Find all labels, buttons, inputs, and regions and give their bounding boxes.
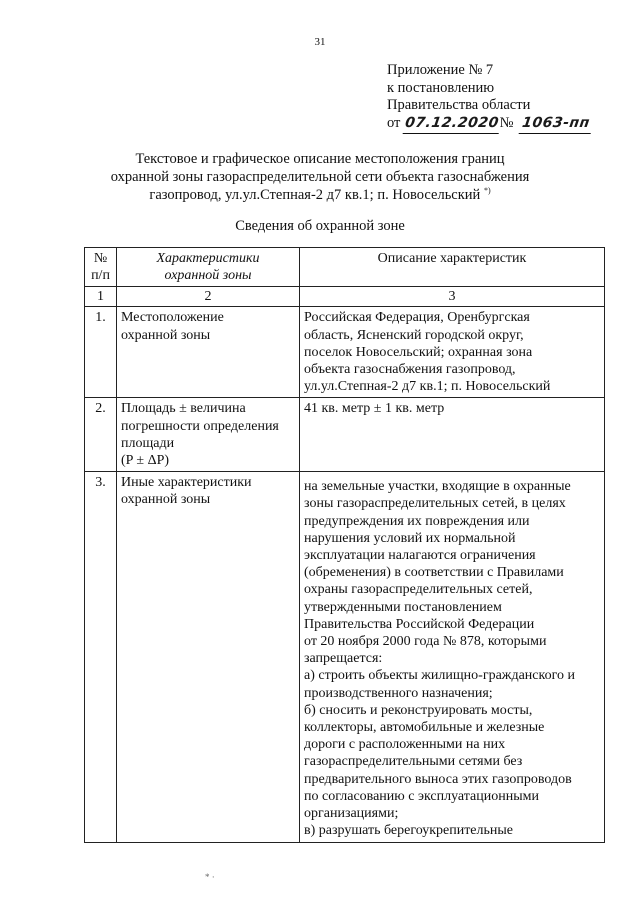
header-num-line-2: п/п xyxy=(91,268,110,284)
text-line: зоны газораспределительных сетей, в целях xyxy=(304,496,566,512)
text-line: предварительного выноса этих газопроводов xyxy=(304,771,572,787)
row-description xyxy=(300,472,605,842)
handwritten-date: 07.12.2020 xyxy=(403,115,501,134)
title-line-3-text: газопровод, ул.ул.Степная-2 д7 кв.1; п. Новосельский xyxy=(149,187,481,203)
text-line: запрещается: xyxy=(304,651,383,667)
text-line: дороги с расположенными на них xyxy=(304,737,506,753)
text-line: по согласованию с эксплуатационными xyxy=(304,788,539,804)
number-prefix: № xyxy=(499,114,514,131)
row-characteristic xyxy=(117,398,300,472)
text-line: область, Ясненский городской округ, xyxy=(304,327,524,343)
text-line: коллекторы, автомобильные и железные xyxy=(304,720,545,736)
text-line: погрешности определения xyxy=(121,418,279,434)
row-characteristic xyxy=(117,472,300,842)
row-number: 3. xyxy=(85,472,117,842)
text-line: поселок Новосельский; охранная зона xyxy=(304,344,533,360)
header-char-line-1: Характеристики xyxy=(156,251,260,266)
row-number: 1. xyxy=(85,307,117,398)
table-row xyxy=(85,307,605,398)
header-char-line-2: охранной зоны xyxy=(164,268,252,284)
title-line-3 xyxy=(60,186,580,204)
row-number: 2. xyxy=(85,398,117,472)
text-line: Правительства Российской Федерации xyxy=(304,616,535,632)
section-title: Сведения об охранной зоне xyxy=(235,218,405,234)
text-line: предупреждения их повреждения или xyxy=(304,513,530,529)
appendix-date-line xyxy=(387,115,592,134)
text-line: ул.ул.Степная-2 д7 кв.1; п. Новосельский xyxy=(304,379,551,395)
text-line: охранной зоны xyxy=(121,327,211,343)
text-line: производственного назначения; xyxy=(304,685,493,701)
text-line: (обременения) в соответствии с Правилами xyxy=(304,565,564,581)
page-number: 31 xyxy=(314,36,326,48)
footer-mark: * · xyxy=(205,872,215,882)
text-line: 41 кв. метр ± 1 кв. метр xyxy=(304,401,445,417)
text-line: охраны газораспределительных сетей, xyxy=(304,582,533,598)
text-line: б) сносить и реконструировать мосты, xyxy=(304,702,533,718)
text-line: в) разрушать берегоукрепительные xyxy=(304,823,514,839)
text-line: эксплуатации налагаются ограничения xyxy=(304,548,536,564)
date-prefix: от xyxy=(387,114,401,131)
row-description xyxy=(300,398,605,472)
header-num xyxy=(85,248,117,287)
header-description xyxy=(300,248,605,287)
text-line: охранной зоны xyxy=(121,492,211,508)
row-description xyxy=(300,307,605,398)
title-line-1: Текстовое и графическое описание местоположения границ xyxy=(135,151,505,167)
zone-info-table xyxy=(84,247,605,843)
table-row xyxy=(85,398,605,472)
appendix-line-3: Правительства области xyxy=(387,97,531,113)
appendix-title: Приложение № 7 xyxy=(387,62,494,78)
index-cell: 3 xyxy=(300,287,605,307)
appendix-line-2: к постановлению xyxy=(387,79,495,96)
text-line: Иные характеристики xyxy=(121,475,252,491)
header-characteristic xyxy=(117,248,300,287)
text-line: от 20 ноября 2000 года № 878, которыми xyxy=(304,634,547,650)
text-line: на земельные участки, входящие в охранные xyxy=(304,479,571,495)
text-line: Российская Федерация, Оренбургская xyxy=(304,310,530,326)
appendix-block xyxy=(387,62,592,133)
text-line: (P ± ΔP) xyxy=(121,453,170,469)
handwritten-number: 1063-пп xyxy=(519,115,593,134)
footnote-mark: *) xyxy=(483,186,491,196)
text-line: утвержденными постановлением xyxy=(304,599,502,615)
index-cell: 1 xyxy=(85,287,117,307)
table-header-row xyxy=(85,248,605,287)
text-line: а) строить объекты жилищно-гражданского и xyxy=(304,668,575,684)
index-cell: 2 xyxy=(117,287,300,307)
text-line: нарушения условий их нормальной xyxy=(304,530,516,546)
table-row xyxy=(85,472,605,842)
text-line: газораспределительными сетями без xyxy=(304,754,523,770)
text-line: объекта газоснабжения газопровод, xyxy=(304,362,516,378)
header-num-line-1: № xyxy=(93,251,108,266)
text-line: организациями; xyxy=(304,806,399,822)
text-line: Местоположение xyxy=(121,310,224,326)
table-index-row xyxy=(85,287,605,307)
text-line: Площадь ± величина xyxy=(121,401,246,417)
document-title xyxy=(60,150,580,204)
text-line: площади xyxy=(121,435,175,451)
title-line-2: охранной зоны газораспределительной сети объекта газоснабжения xyxy=(110,169,530,185)
row-characteristic xyxy=(117,307,300,398)
header-desc-text: Описание характеристик xyxy=(377,251,527,266)
